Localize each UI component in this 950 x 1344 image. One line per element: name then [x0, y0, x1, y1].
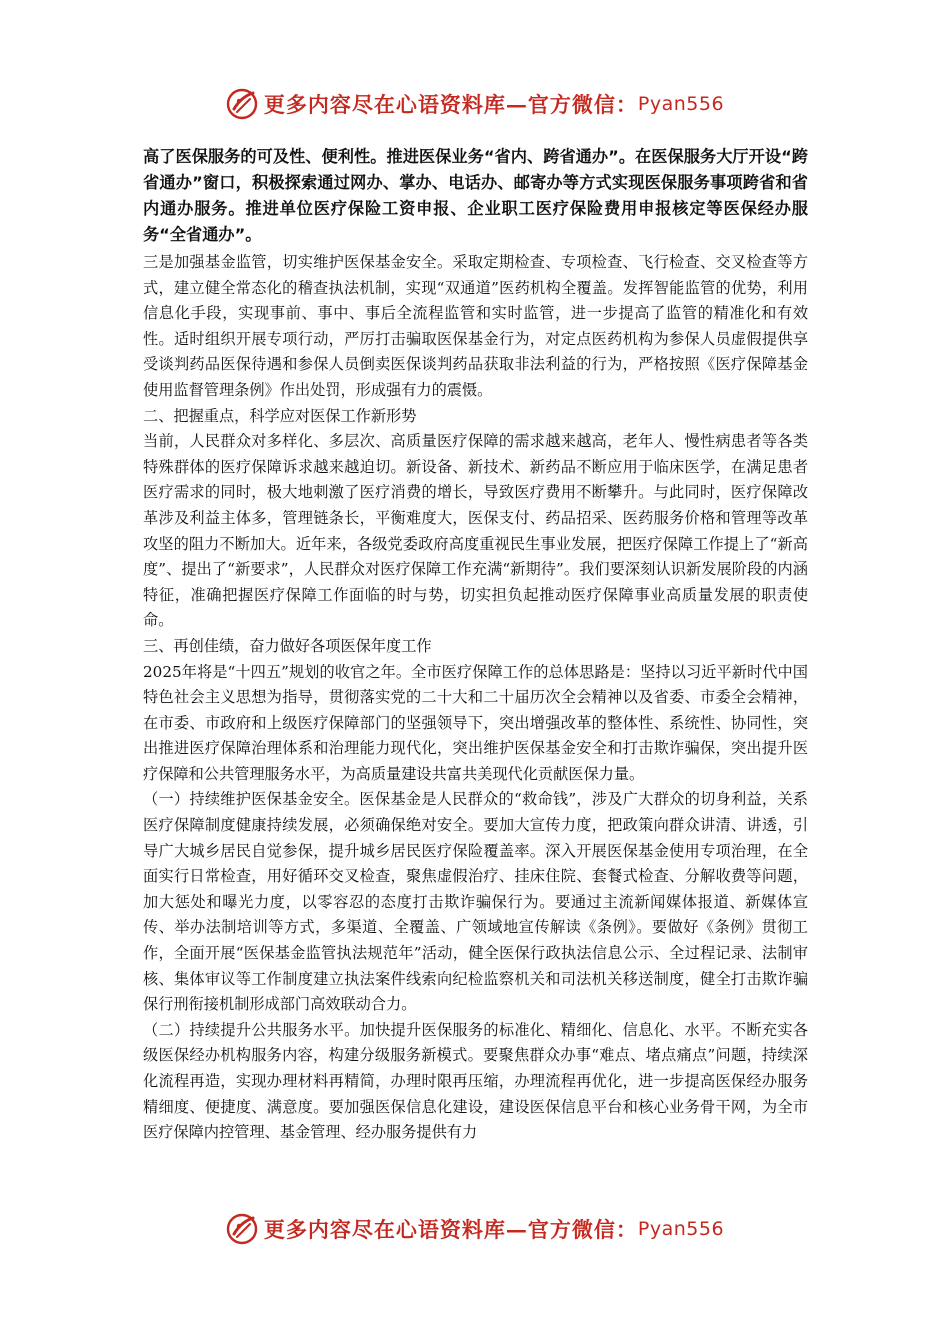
- watermark-header: [0, 84, 950, 124]
- watermark-footer: [0, 1209, 950, 1249]
- watermark-contact-id: Pyan556: [637, 93, 725, 115]
- paragraph-item-2: （二）持续提升公共服务水平。加快提升医保服务的标准化、精细化、信息化、水平。不断充实各级医保经办机构服务内容，构建分级服务新模式。要聚焦群众办事“难点、堵点痛点”问题，持续深化流程再造，实现办理材料再精简，办理时限再压缩，办理流程再优化，进一步提高医保经办服务精细度、便捷度、满意度。要加强医保信息化建设，建设医保信息平台和核心业务骨干网，为全市医疗保障内控管理、基金管理、经办服务提供有力: [143, 1020, 808, 1142]
- watermark-separator: —: [505, 1216, 528, 1242]
- watermark-site-text: 更多内容尽在心语资料库: [263, 92, 506, 117]
- paragraph-item-1: （一）持续维护医保基金安全。医保基金是人民群众的“救命钱”，涉及广大群众的切身利益，关系医疗保障制度健康持续发展，必须确保绝对安全。要加大宣传力度，把政策向群众讲清、讲透，引导广大城乡居民自觉参保，提升城乡居民医疗保险覆盖率。深入开展医保基金使用专项治理，在全面实行日常检查，用好循环交叉检查，聚焦虚假治疗、挂床住院、套餐式检查、分解收费等问题，加大惩处和曝光力度，以零容忍的态度打击欺诈骗保行为。要通过主流新闻媒体报道、新媒体宣传、举办法制培训等方式，多渠道、全覆盖、广领域地宣传解读《条例》。要做好《条例》贯彻工作，全面开展“医保基金监管执法规范年”活动，健全医保行政执法信息公示、全过程记录、法制审核、集体审议等工作制度建立执法案件线索向纪检监察机关和司法机关移送制度，健全打击欺诈骗保行刑衔接机制形成部门高效联动合力。: [143, 790, 808, 1014]
- section-heading-3: 三、再创佳绩，奋力做好各项医保年度工作: [143, 636, 432, 655]
- watermark-contact-label: 官方微信：: [527, 92, 638, 117]
- watermark-contact-label: 官方微信：: [527, 1217, 638, 1242]
- watermark-site-text: 更多内容尽在心语资料库: [263, 1217, 506, 1242]
- watermark-separator: —: [505, 91, 528, 117]
- paragraph-2025-plan: 2025年将是“十四五”规划的收官之年。全市医疗保障工作的总体思路是：坚持以习近平新时代中国特色社会主义思想为指导，贯彻落实党的二十大和二十届历次全会精神以及省委、市委全会精神，在市委、市政府和上级医疗保障部门的坚强领导下，突出增强改革的整体性、系统性、协同性，突出推进医疗保障治理体系和治理能力现代化，突出维护医保基金安全和打击欺诈骗保，突出提升医疗保障和公共管理服务水平，为高质量建设共富共美现代化贡献医保力量。: [143, 662, 808, 783]
- watermark-contact-id: Pyan556: [637, 1218, 725, 1240]
- brand-logo-icon: [226, 87, 260, 121]
- paragraph-situation: 当前，人民群众对多样化、多层次、高质量医疗保障的需求越来越高，老年人、慢性病患者等各类特殊群体的医疗保障诉求越来越迫切。新设备、新技术、新药品不断应用于临床医学，在满足患者医疗需求的同时，极大地刺激了医疗消费的增长，导致医疗费用不断攀升。与此同时，医疗保障改革涉及利益主体多，管理链条长，平衡难度大，医保支付、药品招采、医药服务价格和管理等改革攻坚的阻力不断加大。近年来，各级党委政府高度重视民生事业发展，把医疗保障工作提上了“新高度”、提出了“新要求”，人民群众对医疗保障工作充满“新期待”。我们要深刻认识新发展阶段的内涵特征，准确把握医疗保障工作面临的时与势，切实担负起推动医疗保障事业高质量发展的职责使命。: [143, 432, 808, 630]
- section-heading-2: 二、把握重点，科学应对医保工作新形势: [143, 406, 417, 425]
- brand-logo-icon: [226, 1212, 260, 1246]
- lead-paragraph: 高了医保服务的可及性、便利性。推进医保业务“省内、跨省通办”。在医保服务大厅开设“跨省通办”窗口，积极探索通过网办、掌办、电话办、邮寄办等方式实现医保服务事项跨省和省内通办服务。推进单位医疗保险工资申报、企业职工医疗保险费用申报核定等医保经办服务“全省通办”。: [143, 147, 808, 244]
- paragraph-fund-supervision: 三是加强基金监管，切实维护医保基金安全。采取定期检查、专项检查、飞行检查、交叉检查等方式，建立健全常态化的稽查执法机制，实现“双通道”医药机构全覆盖。发挥智能监管的优势，利用信息化手段，实现事前、事中、事后全流程监管和实时监管，进一步提高了监管的精准化和有效性。适时组织开展专项行动，严厉打击骗取医保基金行为，对定点医药机构为参保人员虚假提供享受谈判药品医保待遇和参保人员倒卖医保谈判药品获取非法利益的行为，严格按照《医疗保障基金使用监督管理条例》作出处罚，形成强有力的震慑。: [143, 253, 808, 399]
- document-body: [143, 144, 808, 1146]
